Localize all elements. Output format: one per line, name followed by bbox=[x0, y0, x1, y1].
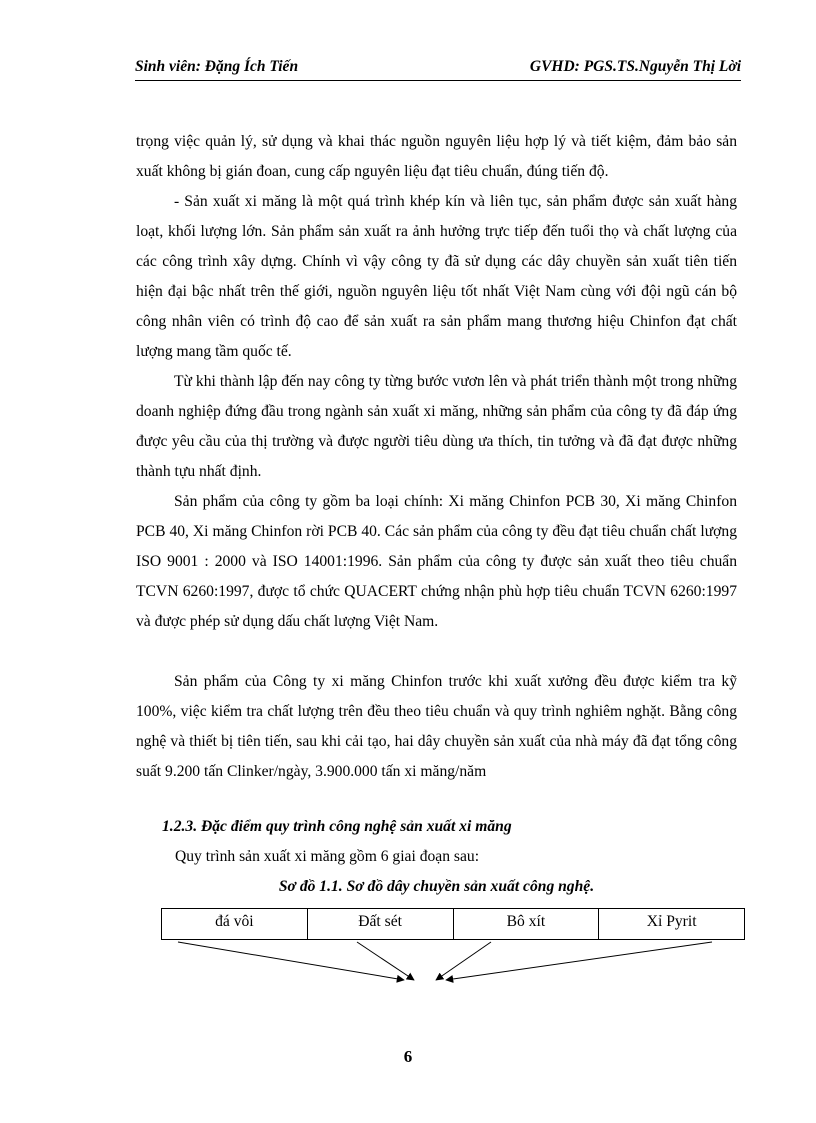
arrow-from-limestone bbox=[178, 942, 404, 980]
material-limestone: đá vôi bbox=[162, 909, 308, 939]
paragraph-1: trọng việc quản lý, sử dụng và khai thác nguồn nguyên liệu hợp lý và tiết kiệm, đảm bảo sản xuất không bị gián đoan, cung cấp nguyên liệu đạt tiêu chuẩn, đúng tiến độ. bbox=[136, 133, 737, 180]
section-heading: 1.2.3. Đặc điểm quy trình công nghệ sản xuất xi măng bbox=[162, 818, 512, 835]
paragraph-4: Sản phẩm của công ty gồm ba loại chính: Xi măng Chinfon PCB 30, Xi măng Chinfon PCB 40, Xi măng Chinfon rời PCB 40. Các sản phẩm của công ty đều đạt tiêu chuẩn chất lượng ISO 9001 : 2000 và ISO 14001:1996. Sản phẩm của công ty được sản xuất theo tiêu chuẩn TCVN 6260:1997, được tổ chức QUACERT chứng nhận phù hợp tiêu chuẩn TCVN 6260:1997 và được phép sử dụng dấu chất lượng Việt Nam. bbox=[136, 493, 737, 630]
raw-materials-row bbox=[161, 908, 745, 940]
paragraph-2: - Sản xuất xi măng là một quá trình khép kín và liên tục, sản phẩm được sản xuất hàng loạt, khối lượng lớn. Sản phẩm sản xuất ra ảnh hưởng trực tiếp đến tuổi thọ và chất lượng của các công trình xây dựng. Chính vì vậy công ty đã sử dụng các dây chuyền sản xuất tiên tiến hiện đại bậc nhất trên thế giới, nguồn nguyên liệu tốt nhất Việt Nam cùng với đội ngũ cán bộ công nhân viên có trình độ cao để sản xuất ra sản phẩm mang thương hiệu Chinfon đạt chất lượng mang tầm quốc tế. bbox=[136, 193, 737, 360]
page-header bbox=[135, 58, 741, 81]
material-pyrite-slag: Xỉ Pyrit bbox=[646, 913, 697, 930]
page-number: 6 bbox=[403, 1047, 413, 1066]
paragraph-3: Từ khi thành lập đến nay công ty từng bước vươn lên và phát triển thành một trong những doanh nghiệp đứng đầu trong ngành sản xuất xi măng, những sản phẩm của công ty đã đáp ứng được yêu cầu của thị trường và được người tiêu dùng ưa thích, tin tưởng và đã đạt được những thành tựu nhất định. bbox=[136, 373, 737, 480]
paragraph-5: Sản phẩm của Công ty xi măng Chinfon trước khi xuất xưởng đều được kiểm tra kỹ 100%, việc kiểm tra chất lượng trên đều theo tiêu chuẩn và quy trình nghiêm nghặt. Bằng công nghệ và thiết bị tiên tiến, sau khi cải tạo, hai dây chuyền sản xuất của nhà máy đã đạt tổng công suất 9.200 tấn Clinker/ngày, 3.900.000 tấn xi măng/năm bbox=[136, 673, 737, 780]
stages-sentence: Quy trình sản xuất xi măng gồm 6 giai đoạn sau: bbox=[175, 848, 480, 865]
arrow-from-bauxite bbox=[436, 942, 491, 980]
diagram-caption: Sơ đồ 1.1. Sơ đồ dây chuyền sản xuất công nghệ. bbox=[278, 878, 595, 895]
student-name: Sinh viên: Đặng Ích Tiến bbox=[135, 58, 299, 75]
arrow-from-clay bbox=[357, 942, 414, 980]
advisor-name: GVHD: PGS.TS.Nguyễn Thị Lời bbox=[529, 58, 741, 75]
material-clay: Đất sét bbox=[308, 909, 454, 939]
arrow-from-pyrite-slag bbox=[446, 942, 712, 980]
material-bauxite: Bô xít bbox=[454, 909, 600, 939]
